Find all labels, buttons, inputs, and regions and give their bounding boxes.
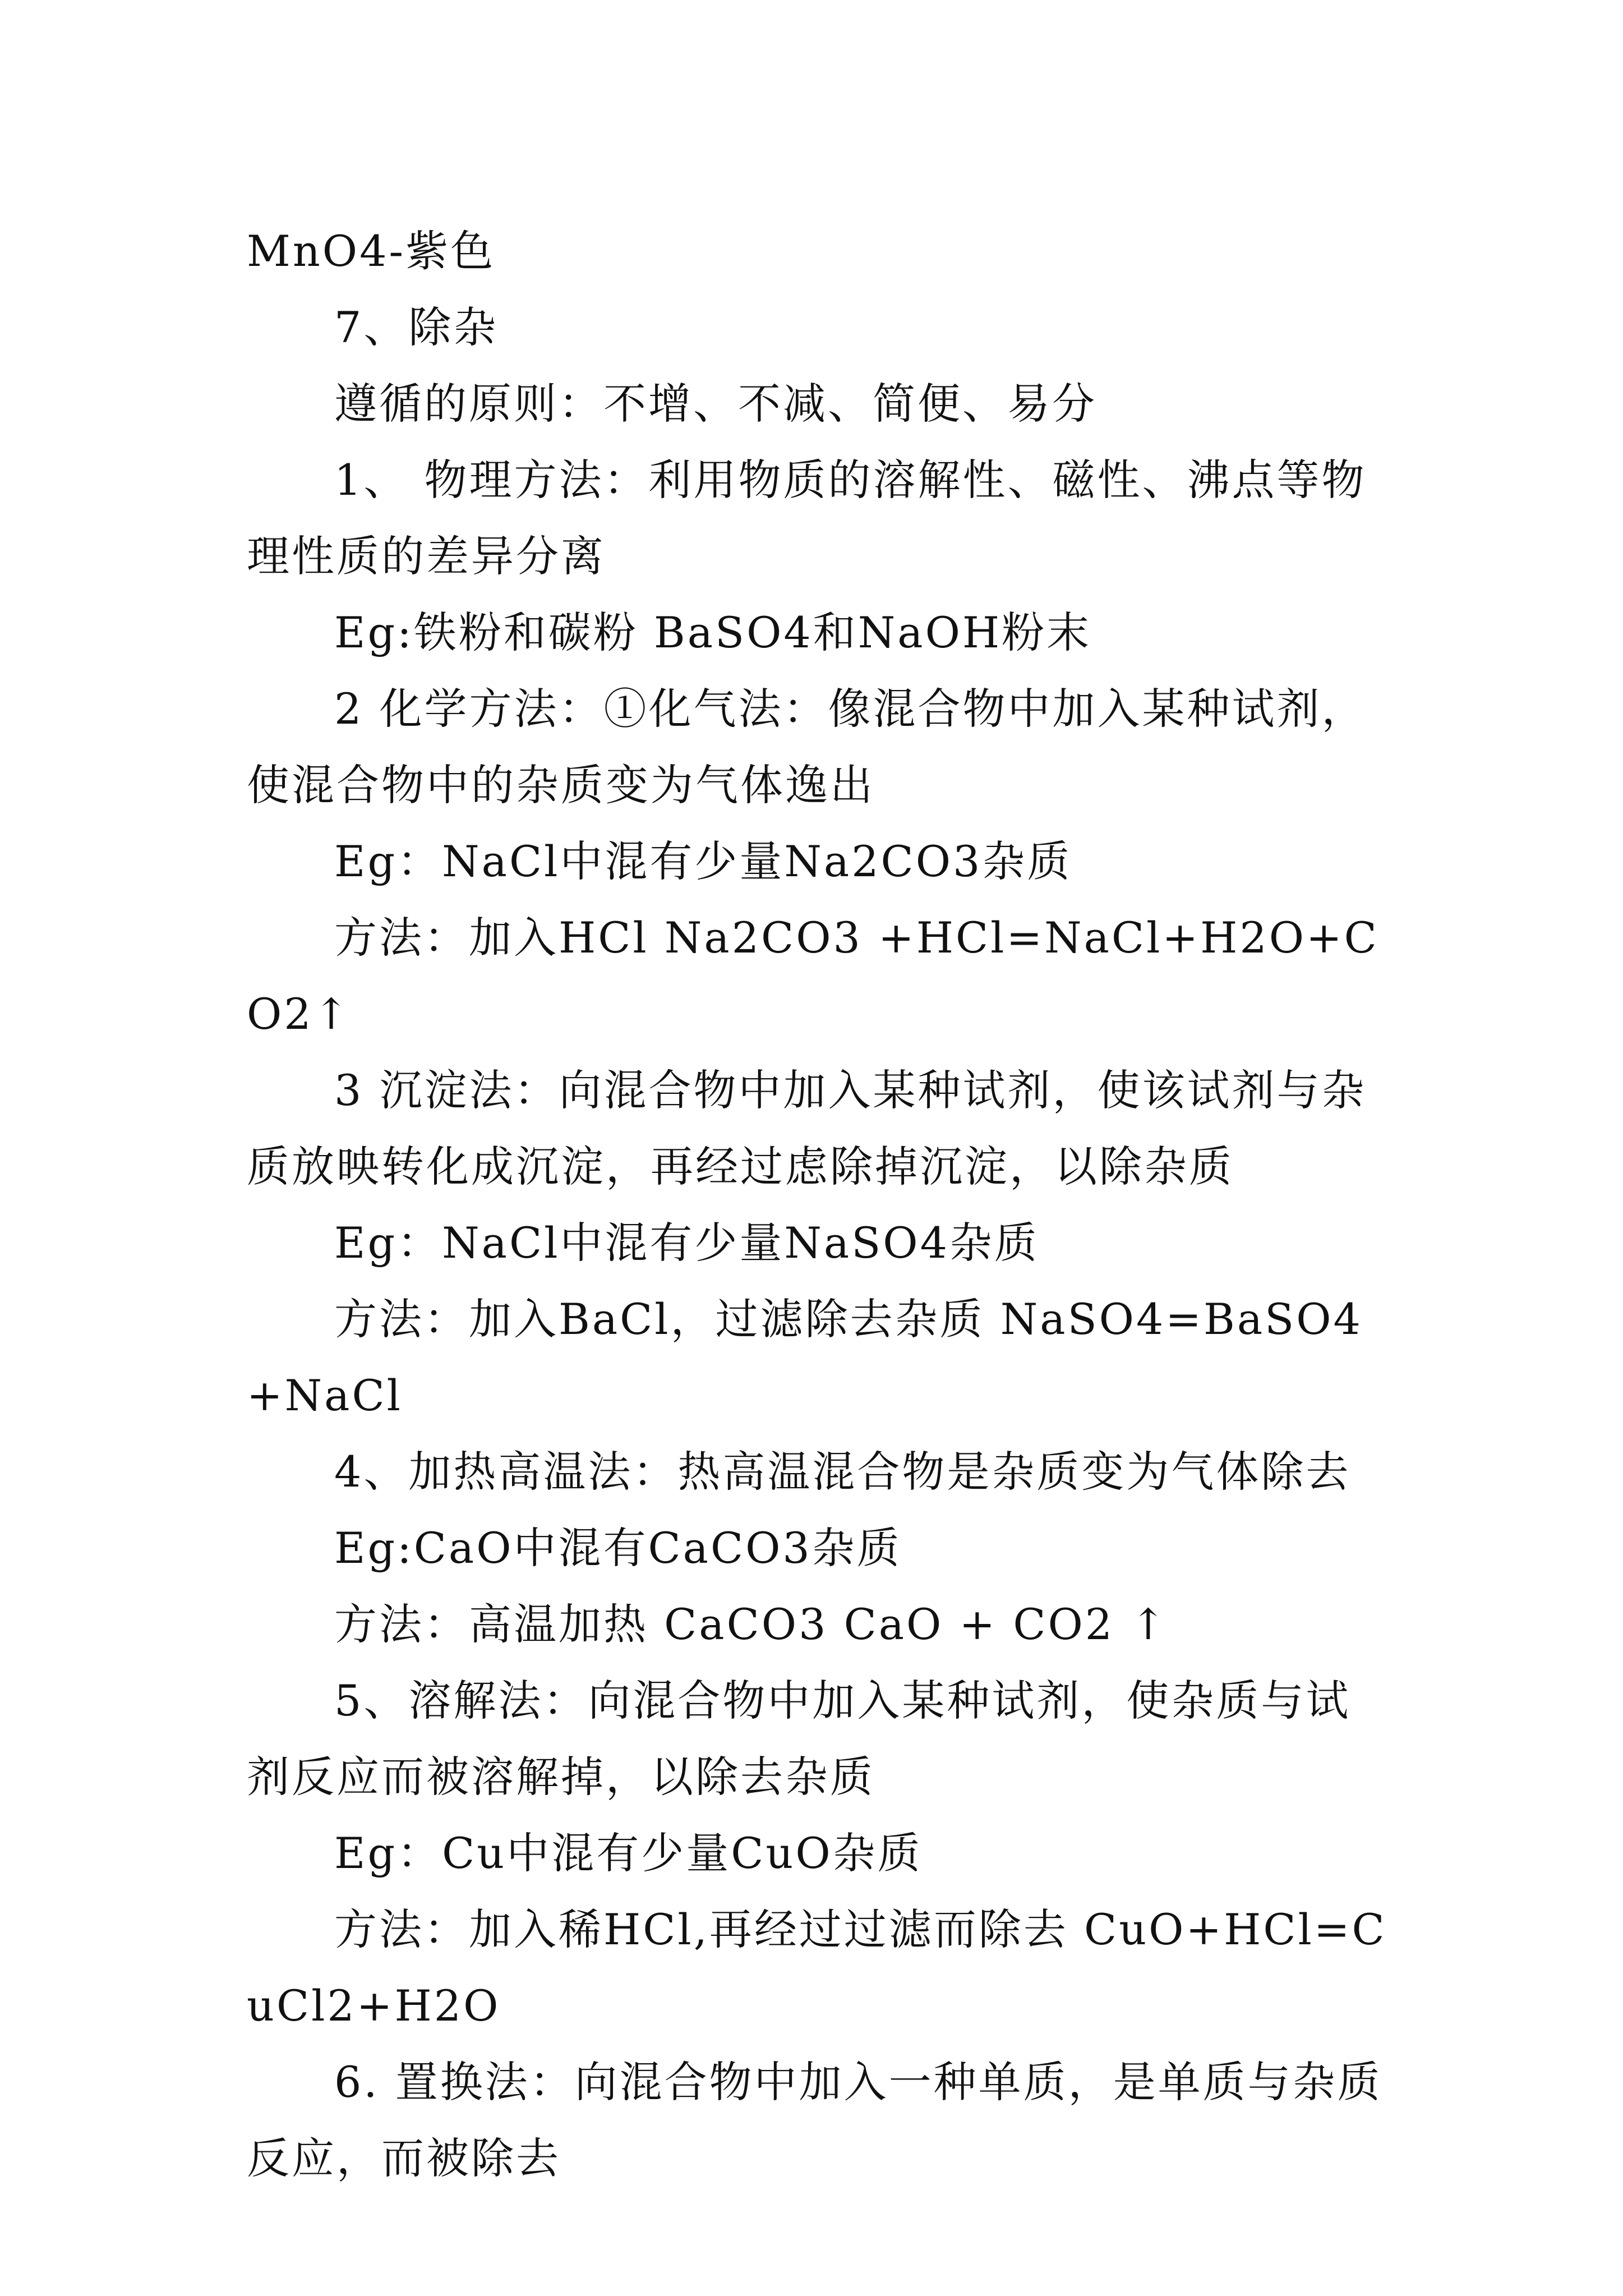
paragraph-line: 3 沉淀法：向混合物中加入某种试剂，使该试剂与杂质放映转化成沉淀，再经过虑除掉沉淀，以除杂质 xyxy=(247,1065,1367,1191)
paragraph-line: 7、除杂 xyxy=(334,302,499,352)
paragraph-line: Eg:铁粉和碳粉 BaSO4和NaOH粉末 xyxy=(334,608,1092,657)
paragraph-line: 2 化学方法：①化气法：像混合物中加入某种试剂，使混合物中的杂质变为气体逸出 xyxy=(247,684,1367,810)
paragraph-line: 方法：加入HCl Na2CO3 +HCl=NaCl+H2O+CO2↑ xyxy=(247,913,1379,1039)
paragraph-line: 1、 物理方法：利用物质的溶解性、磁性、沸点等物理性质的差异分离 xyxy=(247,455,1367,581)
paragraph-line: 方法：高温加热 CaCO3 CaO + CO2 ↑ xyxy=(334,1599,1168,1649)
paragraph-line: Eg:CaO中混有CaCO3杂质 xyxy=(334,1523,902,1573)
paragraph-line: Eg：NaCl中混有少量Na2CO3杂质 xyxy=(334,836,1072,886)
paragraph-line: Eg：NaCl中混有少量NaSO4杂质 xyxy=(334,1218,1039,1268)
paragraph-line: 方法：加入BaCl，过滤除去杂质 NaSO4=BaSO4+NaCl xyxy=(247,1294,1363,1420)
paragraph-line: MnO4-紫色 xyxy=(247,226,496,276)
paragraph-line: 5、溶解法：向混合物中加入某种试剂，使杂质与试剂反应而被溶解掉，以除去杂质 xyxy=(247,1676,1351,1802)
body-text xyxy=(247,213,1391,2197)
paragraph-line: 方法：加入稀HCl,再经过过滤而除去 CuO+HCl=CuCl2+H2O xyxy=(247,1904,1387,2031)
paragraph-line: 遵循的原则：不增、不减、简便、易分 xyxy=(334,379,1097,429)
paragraph-line: 6. 置换法：向混合物中加入一种单质，是单质与杂质反应，而被除去 xyxy=(247,2057,1382,2183)
paragraph-line: 4、加热高温法：热高温混合物是杂质变为气体除去 xyxy=(334,1447,1351,1497)
paragraph-line: Eg：Cu中混有少量CuO杂质 xyxy=(334,1828,923,1878)
